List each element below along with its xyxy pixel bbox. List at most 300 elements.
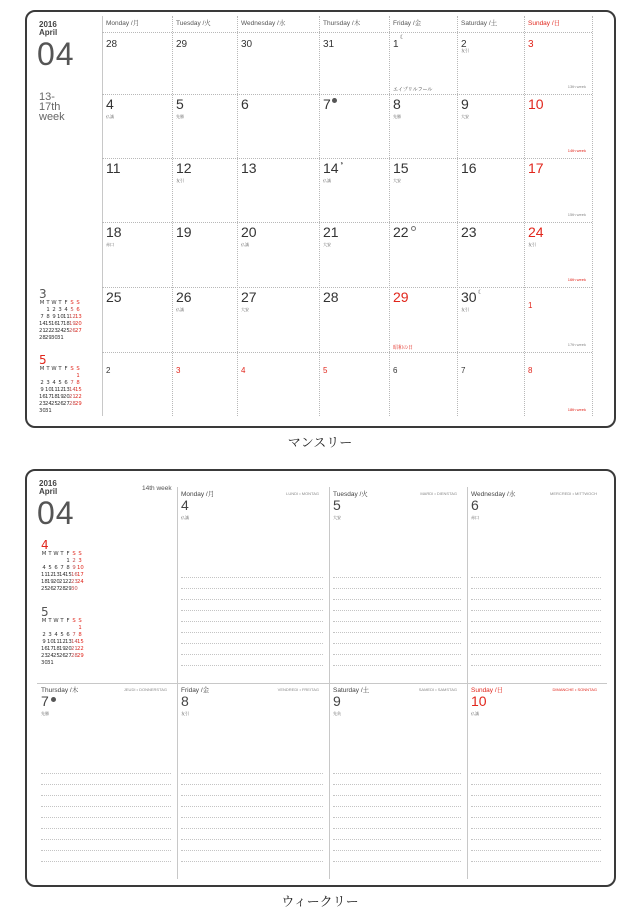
day-number: 9: [461, 96, 469, 112]
weekly-day-tag: MERCREDI • MITTWOCH: [550, 491, 597, 496]
day-column-line: [467, 683, 468, 879]
day-number: 20: [241, 224, 257, 240]
mini-week-row: [41, 572, 83, 579]
day-cell: [528, 96, 544, 114]
day-number: 1: [528, 301, 533, 310]
mini-day: 13: [63, 387, 70, 393]
rokuyo-label: 先勝: [176, 114, 184, 119]
day-number: 30: [461, 289, 477, 305]
mini-day: [77, 660, 83, 667]
mini-day: 29: [65, 586, 72, 592]
moon-phase-icon: ☾: [477, 290, 483, 296]
writing-line: [41, 806, 171, 807]
rokuyo-label: 赤口: [471, 515, 479, 520]
mini-dow: S: [70, 366, 74, 372]
day-cell: [528, 295, 532, 313]
writing-line: [41, 784, 171, 785]
weekly-day-name: Wednesday /水: [471, 491, 516, 498]
day-number: 7: [323, 96, 331, 112]
day-number: 5: [323, 366, 328, 375]
mini-day: 10: [57, 314, 64, 320]
mini-day: 4: [64, 307, 68, 313]
mini-day: 4: [54, 632, 58, 638]
day-number: 13: [241, 160, 257, 176]
mini-day: 7: [60, 565, 64, 571]
weekly-day-number: 9: [333, 693, 341, 709]
writing-line: [333, 643, 461, 644]
mini-dow: S: [78, 551, 82, 557]
writing-line: [41, 817, 171, 818]
mini-day: 3: [78, 558, 82, 564]
mini-calendar-march: [39, 288, 81, 342]
weekly-day-tag: LUNDI • MONTAG: [286, 491, 319, 496]
day-cell: [176, 360, 180, 378]
writing-line: [471, 643, 601, 644]
grid-column-line: [389, 16, 390, 416]
mini-day: 25: [53, 653, 60, 659]
writing-line: [471, 577, 601, 578]
day-cell: [393, 96, 401, 119]
mini-day: 13: [75, 314, 82, 320]
week-number-label: 18th week: [567, 407, 586, 412]
day-number: 15: [393, 160, 409, 176]
mini-day: 10: [77, 565, 84, 571]
mini-week-row: [39, 401, 81, 408]
mini-calendar-april: [41, 539, 83, 593]
mini-day: 1: [66, 558, 70, 564]
mini-day: 20: [63, 394, 70, 400]
mini-week-row: [41, 579, 83, 586]
writing-line: [181, 773, 323, 774]
day-number: 7: [461, 366, 466, 375]
writing-line: [181, 850, 323, 851]
mini-week-row: [39, 307, 81, 314]
mini-day: 16: [41, 646, 48, 652]
writing-line: [181, 839, 323, 840]
day-cell: [241, 96, 249, 114]
mini-week-row: [39, 328, 81, 335]
writing-line: [181, 621, 323, 622]
mini-day: 11: [63, 314, 70, 320]
mini-day: 23: [71, 579, 78, 585]
day-column-line: [329, 683, 330, 879]
mini-day: 25: [63, 328, 70, 334]
writing-line: [471, 665, 601, 666]
day-number: 19: [176, 224, 192, 240]
mini-dow: S: [76, 300, 80, 306]
weekly-planner: [25, 469, 616, 887]
mini-week-row: [39, 314, 81, 321]
mini-dow: S: [76, 366, 80, 372]
writing-line: [333, 817, 461, 818]
day-number: 31: [323, 39, 335, 50]
day-column-line: [329, 487, 330, 683]
day-cell: [461, 160, 477, 178]
weekly-day-tag: MARDI • DIENSTAG: [420, 491, 457, 496]
day-number: 16: [461, 160, 477, 176]
day-cell: [241, 360, 245, 378]
mini-day: 14: [71, 639, 78, 645]
header-day-5: Saturday /土: [461, 20, 498, 27]
mini-day: 15: [77, 639, 84, 645]
monthly-caption: マンスリー: [287, 436, 353, 451]
weekly-day-number: 4: [181, 497, 189, 513]
weekly-day-name: Friday /金: [181, 687, 210, 694]
mini-day: 15: [65, 572, 72, 578]
rokuyo-label: 大安: [333, 515, 341, 520]
monthly-month-name: April: [39, 28, 58, 37]
grid-column-line: [524, 16, 525, 416]
writing-line: [333, 828, 461, 829]
writing-line: [41, 828, 171, 829]
mini-day: 31: [47, 660, 54, 666]
day-column-line: [177, 487, 178, 683]
day-number: 25: [106, 289, 122, 305]
writing-line: [333, 806, 461, 807]
mini-day: 3: [48, 632, 52, 638]
day-number: 29: [176, 39, 188, 50]
rokuyo-label: 友引: [461, 307, 469, 312]
event-showa-day: 昭和の日: [393, 345, 414, 351]
day-number: 6: [393, 366, 398, 375]
writing-line: [471, 632, 601, 633]
mini-month-number: 5: [41, 605, 49, 619]
mini-day: 26: [69, 328, 76, 334]
mini-dow: T: [58, 300, 62, 306]
mini-day: 19: [59, 646, 66, 652]
mini-dow: W: [53, 618, 59, 624]
day-number: 26: [176, 289, 192, 305]
mini-day: 6: [54, 565, 58, 571]
mini-day: 17: [57, 321, 64, 327]
mini-week-row: [41, 639, 83, 646]
week-number-label: 17th week: [567, 342, 586, 347]
mini-dow: F: [66, 618, 70, 624]
mini-dow: S: [72, 551, 76, 557]
day-number: 23: [461, 224, 477, 240]
weekly-day-number: 8: [181, 693, 189, 709]
mini-day: 6: [66, 632, 70, 638]
mini-day: 8: [66, 565, 70, 571]
mini-dow: W: [53, 551, 59, 557]
mini-day: 12: [69, 314, 76, 320]
mini-day: 6: [64, 380, 68, 386]
writing-line: [471, 817, 601, 818]
mini-day: 23: [51, 328, 58, 334]
mini-day: 4: [42, 565, 46, 571]
mini-day: 18: [63, 321, 70, 327]
day-cell: [176, 34, 187, 52]
day-cell: [393, 224, 416, 242]
writing-line: [333, 861, 461, 862]
writing-line: [471, 839, 601, 840]
mini-day: 29: [75, 401, 82, 407]
day-number: 18: [106, 224, 122, 240]
rokuyo-label: 仏滅: [323, 178, 331, 183]
mini-week-row: [41, 660, 83, 667]
mini-week-row: [41, 653, 83, 660]
day-cell: [528, 34, 534, 52]
weekly-day-name: Monday /月: [181, 491, 215, 498]
mini-day: 5: [58, 380, 62, 386]
grid-row-line: [102, 287, 592, 288]
writing-line: [181, 817, 323, 818]
day-cell: [393, 160, 409, 183]
weekly-day-name: Tuesday /火: [333, 491, 368, 498]
mini-dow: F: [64, 300, 68, 306]
mini-day: 30: [51, 335, 58, 341]
grid-column-line: [172, 16, 173, 416]
writing-line: [471, 861, 601, 862]
mini-day: 8: [76, 380, 80, 386]
mini-day: 21: [69, 394, 76, 400]
rokuyo-label: 仏滅: [181, 515, 189, 520]
mini-day: 24: [45, 401, 52, 407]
weekly-day-name: Saturday /土: [333, 687, 370, 694]
mini-week-row: [39, 321, 81, 328]
mini-day: 28: [71, 653, 78, 659]
mini-day: 16: [39, 394, 46, 400]
mini-dow: W: [51, 366, 57, 372]
mini-day: 12: [47, 572, 54, 578]
mini-day: 7: [40, 314, 44, 320]
day-cell: [176, 160, 192, 183]
mini-day: 9: [42, 639, 46, 645]
grid-row-line: [102, 32, 592, 33]
header-day-2: Wednesday /水: [241, 20, 286, 27]
moon-phase-icon: [51, 697, 56, 702]
mini-day: 17: [77, 572, 84, 578]
rokuyo-label: 友引: [461, 48, 469, 53]
writing-line: [333, 784, 461, 785]
weekly-day-number: 7: [41, 693, 49, 709]
mini-day: 27: [53, 586, 60, 592]
grid-row-line: [102, 352, 592, 353]
mini-day: 23: [41, 653, 48, 659]
day-cell: [176, 96, 184, 119]
mini-day: [75, 408, 81, 415]
mini-dow: T: [48, 618, 52, 624]
mini-day: 30: [41, 660, 48, 666]
mini-day: 8: [46, 314, 50, 320]
mini-day: 7: [70, 380, 74, 386]
day-number: 24: [528, 224, 544, 240]
day-number: 3: [528, 39, 534, 50]
day-cell: [106, 34, 117, 52]
weekly-caption: ウィークリー: [281, 895, 359, 910]
writing-line: [181, 828, 323, 829]
day-cell: [176, 289, 192, 312]
grid-row-line: [102, 158, 592, 159]
day-cell: [461, 289, 483, 312]
day-cell: [323, 289, 339, 307]
writing-line: [333, 588, 461, 589]
rokuyo-label: 仏滅: [106, 114, 114, 119]
writing-line: [181, 795, 323, 796]
weekly-day-tag: DIMANCHE • SONNTAG: [552, 687, 597, 692]
writing-line: [333, 795, 461, 796]
mini-day: 3: [46, 380, 50, 386]
monthly-week-range: 13- 17th week: [39, 91, 65, 123]
writing-line: [471, 828, 601, 829]
day-number: 4: [241, 366, 246, 375]
moon-phase-icon: ◑: [339, 161, 344, 167]
moon-phase-icon: [332, 98, 337, 103]
mini-day: 28: [39, 335, 46, 341]
day-number: 12: [176, 160, 192, 176]
mini-day: 1: [78, 625, 82, 631]
writing-line: [333, 773, 461, 774]
rokuyo-label: 友引: [176, 178, 184, 183]
event-april-fools: エイプリルフール: [393, 87, 433, 93]
day-number: 2: [461, 39, 467, 50]
rokuyo-label: 仏滅: [176, 307, 184, 312]
mini-day: 15: [45, 321, 52, 327]
rokuyo-label: 仏滅: [241, 242, 249, 247]
mini-day: 29: [45, 335, 52, 341]
mini-day: 30: [39, 408, 46, 414]
mini-day: 9: [40, 387, 44, 393]
mini-day: 8: [78, 632, 82, 638]
writing-line: [471, 599, 601, 600]
mini-day: 21: [59, 579, 66, 585]
mini-day: 6: [76, 307, 80, 313]
writing-line: [333, 610, 461, 611]
weekly-day-name: Sunday /日: [471, 687, 504, 694]
mini-day: 12: [57, 387, 64, 393]
mini-dow-row: [39, 366, 81, 373]
grid-column-line: [319, 16, 320, 416]
mini-day: 18: [53, 646, 60, 652]
day-cell: [106, 96, 114, 119]
day-cell: [323, 160, 344, 183]
day-number: 2: [106, 366, 111, 375]
mini-day: 11: [41, 572, 48, 578]
mini-day: 25: [51, 401, 58, 407]
mini-day: 10: [47, 639, 54, 645]
mini-day: 26: [57, 401, 64, 407]
day-number: 8: [528, 366, 533, 375]
header-day-4: Friday /金: [393, 20, 422, 27]
mini-dow-row: [39, 300, 81, 307]
day-row-line: [37, 683, 607, 684]
mini-day: 5: [48, 565, 52, 571]
weekly-month-number: 04: [37, 495, 75, 531]
mini-week-row: [41, 632, 83, 639]
day-cell: [106, 224, 122, 247]
writing-line: [333, 621, 461, 622]
writing-line: [41, 773, 171, 774]
writing-line: [333, 577, 461, 578]
day-cell: [323, 34, 334, 52]
mini-day: 27: [65, 653, 72, 659]
writing-line: [181, 599, 323, 600]
header-day-3: Thursday /木: [323, 20, 361, 27]
writing-line: [471, 806, 601, 807]
day-cell: [528, 360, 532, 378]
day-cell: [393, 289, 409, 307]
mini-week-row: [39, 380, 81, 387]
mini-day: 14: [59, 572, 66, 578]
mini-day: 18: [51, 394, 58, 400]
mini-day: 11: [51, 387, 58, 393]
mini-dow: T: [60, 618, 64, 624]
mini-day: 9: [72, 565, 76, 571]
mini-day: 21: [39, 328, 46, 334]
mini-day: 20: [65, 646, 72, 652]
mini-day: 9: [52, 314, 56, 320]
day-cell: [393, 360, 397, 378]
mini-day: 26: [59, 653, 66, 659]
weekly-day-tag: SAMEDI • SAMSTAG: [418, 687, 457, 692]
rokuyo-label: 友引: [528, 242, 536, 247]
week-number-label: 14th week: [567, 148, 586, 153]
mini-day: 22: [77, 646, 84, 652]
week-number-label: 13th week: [567, 84, 586, 89]
day-cell: [176, 224, 192, 242]
day-number: 17: [528, 160, 544, 176]
rokuyo-label: 大安: [461, 114, 469, 119]
weekly-day-name: Thursday /木: [41, 687, 79, 694]
mini-month-number: 3: [39, 287, 47, 301]
weekly-year: 2016: [39, 479, 57, 488]
mini-day: 17: [45, 394, 52, 400]
mini-day: 24: [47, 653, 54, 659]
writing-line: [41, 839, 171, 840]
mini-dow: W: [51, 300, 57, 306]
weekly-month-name: April: [39, 487, 58, 496]
mini-dow: M: [39, 366, 45, 372]
mini-day: 19: [47, 579, 54, 585]
mini-dow: S: [70, 300, 74, 306]
day-column-line: [177, 683, 178, 879]
writing-line: [471, 773, 601, 774]
weekly-day-number: 5: [333, 497, 341, 513]
week-number-label: 16th week: [567, 277, 586, 282]
weekly-day-tag: JEUDI • DONNERSTAG: [123, 687, 167, 692]
writing-line: [333, 839, 461, 840]
day-cell: [241, 160, 257, 178]
grid-column-line: [592, 16, 593, 416]
day-number: 29: [393, 289, 409, 305]
rokuyo-label: 仏滅: [471, 711, 479, 716]
day-cell: [461, 34, 467, 52]
mini-day: 3: [58, 307, 62, 313]
rokuyo-label: 友引: [181, 711, 189, 716]
mini-day: 30: [71, 586, 78, 592]
monthly-month-number: 04: [37, 36, 75, 72]
mini-day: 23: [39, 401, 46, 407]
writing-line: [181, 784, 323, 785]
day-number: 10: [528, 96, 544, 112]
mini-day: 17: [47, 646, 54, 652]
writing-line: [181, 654, 323, 655]
mini-day: 19: [57, 394, 64, 400]
header-day-0: Monday /月: [106, 20, 140, 27]
mini-day: 22: [75, 394, 82, 400]
day-number: 1: [393, 39, 399, 50]
day-number: 8: [393, 96, 401, 112]
mini-day: 12: [59, 639, 66, 645]
mini-week-row: [41, 565, 83, 572]
mini-day: 7: [72, 632, 76, 638]
writing-line: [41, 861, 171, 862]
mini-day: 15: [75, 387, 82, 393]
mini-day: 10: [45, 387, 52, 393]
mini-day: 16: [51, 321, 58, 327]
mini-day: 5: [70, 307, 74, 313]
grid-row-line: [102, 222, 592, 223]
